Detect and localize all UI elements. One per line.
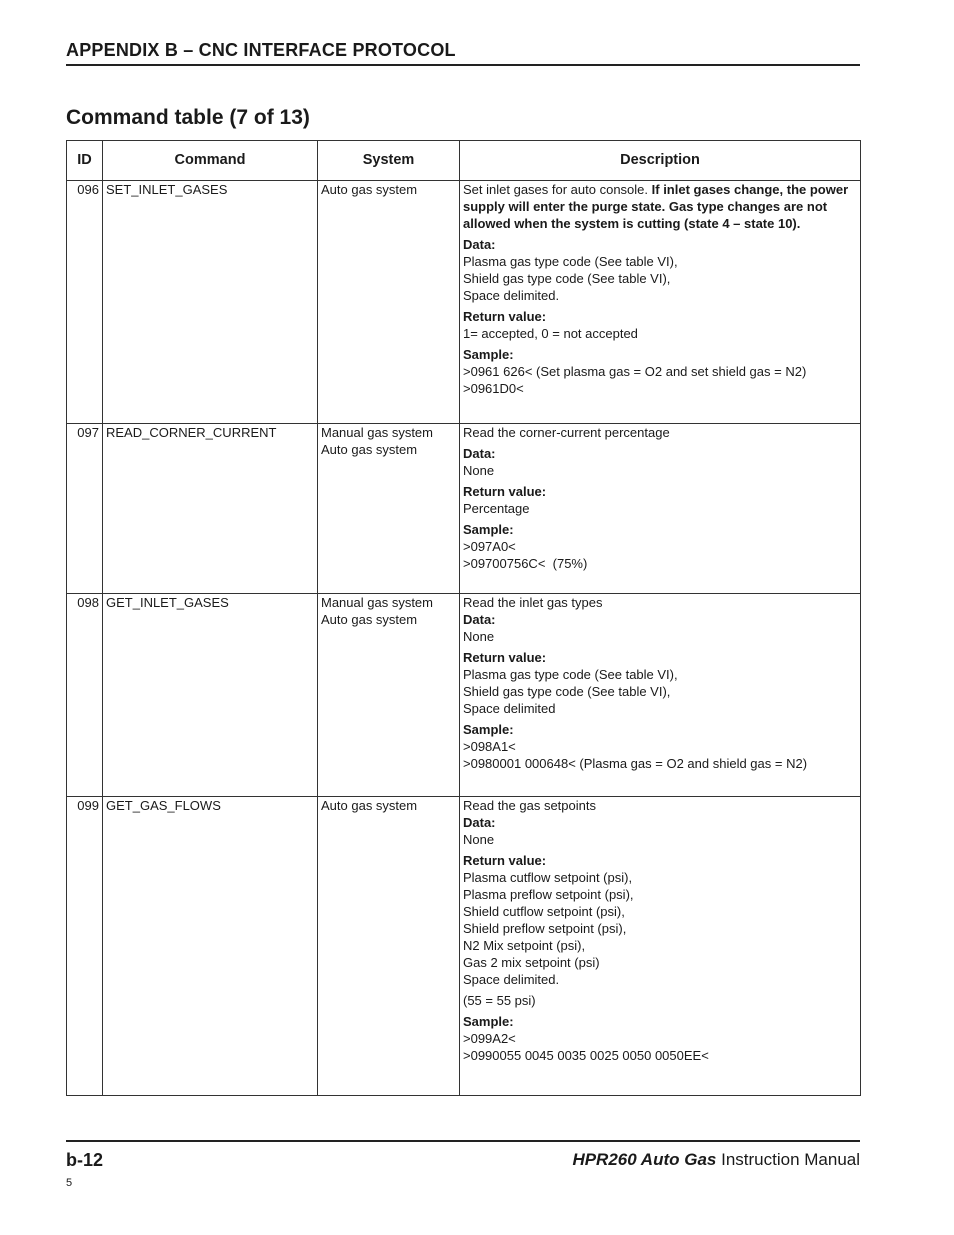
description-intro: Set inlet gases for auto console. If inlet gases change, the power supply will enter the purge state. Gas type changes are not allowed when the system is cutting (state 4 – state 10). [463, 182, 849, 231]
table-row [67, 181, 861, 424]
column-header-command: Command [103, 141, 318, 181]
return-note: (55 = 55 psi) [463, 993, 536, 1008]
page-number: b-12 [66, 1150, 104, 1170]
manual-title [572, 1150, 860, 1170]
sample-line: >0961D0< [463, 381, 524, 396]
command-description [460, 181, 861, 424]
sample-line: >097A0< [463, 539, 516, 554]
manual-label: Instruction Manual [721, 1150, 860, 1169]
command-id: 099 [67, 797, 103, 1096]
return-line: Plasma gas type code (See table VI), [463, 667, 678, 682]
command-description [460, 424, 861, 594]
command-system: Auto gas system [318, 797, 460, 1096]
command-name: GET_GAS_FLOWS [103, 797, 318, 1096]
command-id: 097 [67, 424, 103, 594]
data-line: None [463, 832, 495, 847]
return-label: Return value: [463, 309, 547, 324]
return-line: Shield cutflow setpoint (psi), [463, 904, 625, 919]
appendix-header: APPENDIX B – CNC INTERFACE PROTOCOL [66, 40, 860, 66]
command-system: Manual gas system Auto gas system [318, 594, 460, 797]
return-label: Return value: [463, 853, 547, 868]
return-line: Space delimited. [463, 972, 560, 987]
return-line: N2 Mix setpoint (psi), [463, 938, 586, 953]
column-header-description: Description [460, 141, 861, 181]
data-label: Data: [463, 612, 496, 627]
return-label: Return value: [463, 484, 547, 499]
sample-line: >099A2< [463, 1031, 516, 1046]
description-intro: Read the inlet gas types [463, 595, 603, 610]
return-line: Gas 2 mix setpoint (psi) [463, 955, 600, 970]
data-line: Space delimited. [463, 288, 560, 303]
table-row [67, 594, 861, 797]
sample-label: Sample: [463, 522, 514, 537]
return-line: Shield preflow setpoint (psi), [463, 921, 627, 936]
return-line: Plasma preflow setpoint (psi), [463, 887, 634, 902]
return-label: Return value: [463, 650, 547, 665]
table-header-row [67, 141, 861, 181]
command-id: 096 [67, 181, 103, 424]
command-description [460, 594, 861, 797]
sample-line: >09700756C< (75%) [463, 556, 588, 571]
data-label: Data: [463, 446, 496, 461]
column-header-id: ID [67, 141, 103, 181]
command-description [460, 797, 861, 1096]
description-intro: Read the gas setpoints [463, 798, 596, 813]
command-name: SET_INLET_GASES [103, 181, 318, 424]
sample-label: Sample: [463, 347, 514, 362]
data-line: Plasma gas type code (See table VI), [463, 254, 678, 269]
table-row [67, 424, 861, 594]
table-row [67, 797, 861, 1096]
command-name: GET_INLET_GASES [103, 594, 318, 797]
sample-label: Sample: [463, 1014, 514, 1029]
column-header-system: System [318, 141, 460, 181]
data-line: None [463, 463, 495, 478]
command-system: Auto gas system [318, 181, 460, 424]
table-title: Command table (7 of 13) [66, 106, 310, 129]
product-name: HPR260 Auto Gas [572, 1150, 717, 1169]
return-line: Space delimited [463, 701, 556, 716]
footer-divider [66, 1140, 860, 1142]
data-label: Data: [463, 815, 496, 830]
data-label: Data: [463, 237, 496, 252]
command-name: READ_CORNER_CURRENT [103, 424, 318, 594]
return-line: 1= accepted, 0 = not accepted [463, 326, 638, 341]
return-line: Plasma cutflow setpoint (psi), [463, 870, 633, 885]
command-table [66, 140, 861, 1096]
return-line: Percentage [463, 501, 530, 516]
sample-line: >0980001 000648< (Plasma gas = O2 and shield gas = N2) [463, 756, 808, 771]
command-id: 098 [67, 594, 103, 797]
sample-line: >0961 626< (Set plasma gas = O2 and set shield gas = N2) [463, 364, 807, 379]
return-line: Shield gas type code (See table VI), [463, 684, 671, 699]
data-line: None [463, 629, 495, 644]
sample-label: Sample: [463, 722, 514, 737]
sample-line: >0990055 0045 0035 0025 0050 0050EE< [463, 1048, 709, 1063]
sample-line: >098A1< [463, 739, 516, 754]
command-system: Manual gas system Auto gas system [318, 424, 460, 594]
data-line: Shield gas type code (See table VI), [463, 271, 671, 286]
description-intro: Read the corner-current percentage [463, 425, 670, 440]
revision-number: 5 [66, 1177, 73, 1189]
